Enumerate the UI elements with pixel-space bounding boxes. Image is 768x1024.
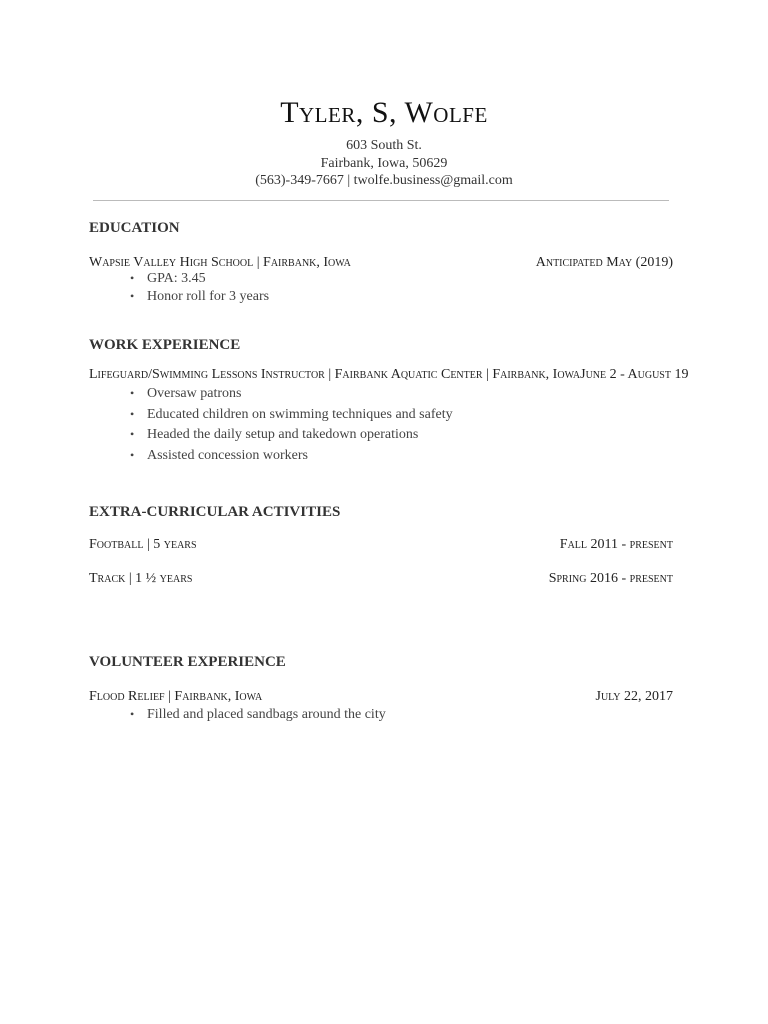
activity-name: Track | 1 ½ years <box>89 571 193 586</box>
list-item <box>130 407 453 428</box>
activity-date: Spring 2016 - present <box>548 571 673 586</box>
list-item <box>130 386 453 407</box>
candidate-name: Tyler, S, Wolfe <box>280 96 488 129</box>
job-title: Lifeguard/Swimming Lessons Instructor | Fairbank Aquatic Center | Fairbank, Iowa <box>89 367 581 382</box>
bullet-text: Assisted concession workers <box>147 447 308 463</box>
volunteer-bullets <box>130 707 386 725</box>
list-item <box>130 707 386 725</box>
address-line-1: 603 South St. <box>346 138 422 153</box>
bullet-text: GPA: 3.45 <box>147 271 206 286</box>
list-item <box>130 271 269 289</box>
education-entry <box>89 255 673 271</box>
phone-email-line: (563)-349-7667 | twolfe.business@gmail.com <box>255 173 513 188</box>
bullet-icon: • <box>130 386 135 400</box>
bullet-text: Filled and placed sandbags around the city <box>147 707 386 722</box>
work-entry <box>89 367 689 383</box>
work-heading: WORK EXPERIENCE <box>89 337 241 353</box>
bullet-icon: • <box>130 271 135 285</box>
education-heading: EDUCATION <box>89 220 180 236</box>
activity-entry <box>89 571 673 587</box>
list-item <box>130 427 453 448</box>
bullet-icon: • <box>130 707 135 721</box>
bullet-icon: • <box>130 289 135 303</box>
bullet-icon: • <box>130 447 135 462</box>
volunteer-title: Flood Relief | Fairbank, Iowa <box>89 689 263 704</box>
education-date: Anticipated May (2019) <box>535 255 673 270</box>
activities-heading: EXTRA-CURRICULAR ACTIVITIES <box>89 504 341 520</box>
volunteer-date: July 22, 2017 <box>595 689 673 704</box>
bullet-text: Oversaw patrons <box>147 386 242 401</box>
address-line-2: Fairbank, Iowa, 50629 <box>320 156 448 171</box>
bullet-text: Educated children on swimming techniques and safety <box>147 406 453 422</box>
bullet-text: Headed the daily setup and takedown operations <box>147 427 419 442</box>
work-bullets <box>130 386 453 468</box>
list-item <box>130 289 269 307</box>
volunteer-entry <box>89 689 673 705</box>
school-name: Wapsie Valley High School | Fairbank, Iowa <box>89 255 351 270</box>
bullet-icon: • <box>130 427 135 441</box>
activity-name: Football | 5 years <box>89 537 197 552</box>
bullet-text: Honor roll for 3 years <box>147 289 270 304</box>
bullet-icon: • <box>130 406 135 421</box>
activity-entry <box>89 537 673 553</box>
list-item <box>130 448 453 469</box>
activity-date: Fall 2011 - present <box>559 537 673 552</box>
job-date: June 2 - August 19 <box>580 367 689 382</box>
header-divider <box>93 200 669 201</box>
education-bullets <box>130 271 269 307</box>
volunteer-heading: VOLUNTEER EXPERIENCE <box>89 654 286 670</box>
